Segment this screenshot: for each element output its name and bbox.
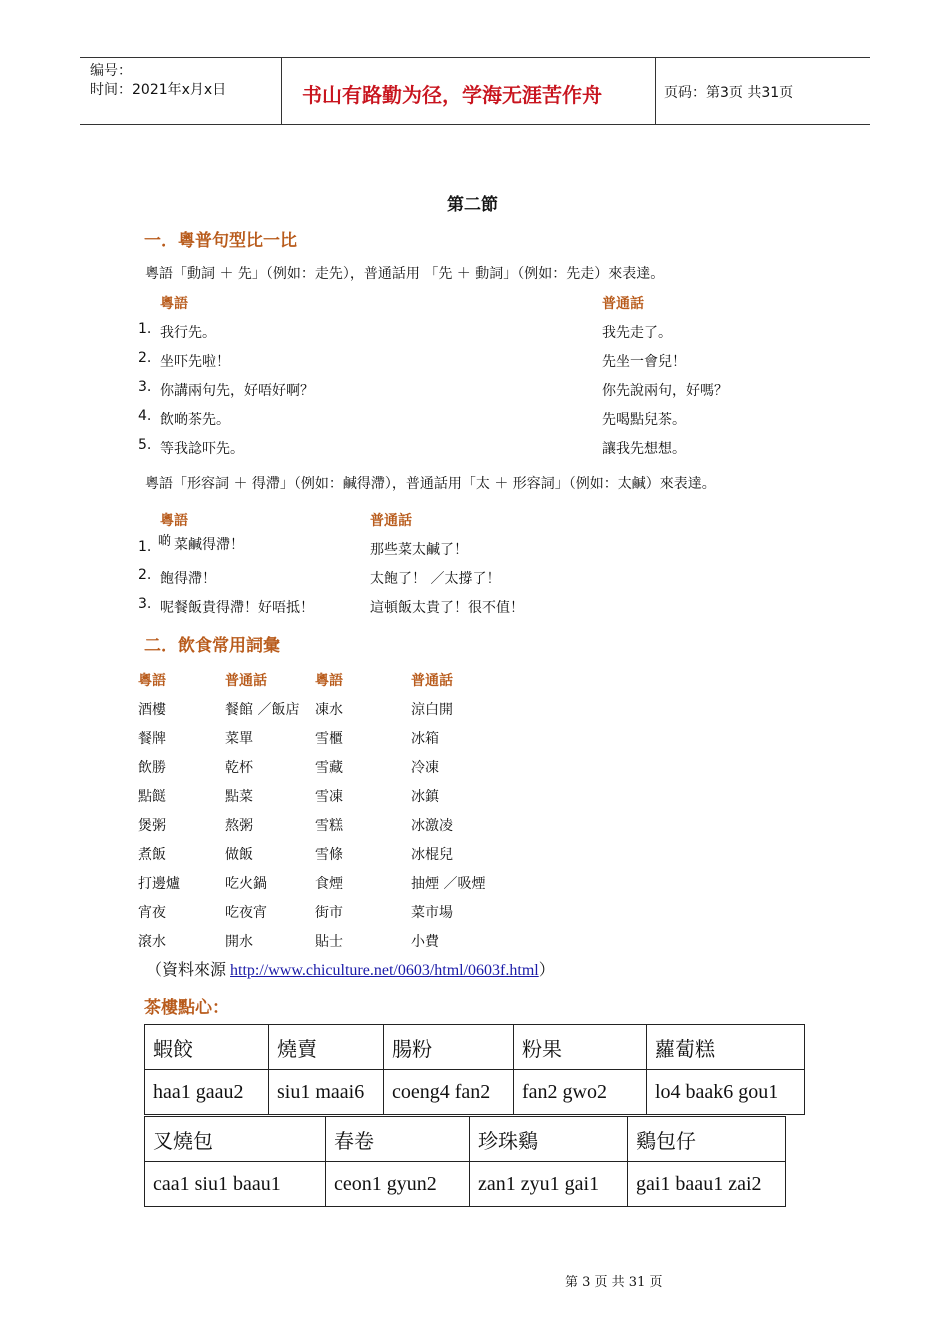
part1-col-mandarin-2: 普通話 <box>370 513 412 529</box>
header-number-label: 编号： <box>90 63 132 79</box>
dimsum-table-1 <box>144 1024 805 1115</box>
section-title: 第二節 <box>447 195 498 215</box>
vocab-cantonese: 貼士 <box>315 934 343 950</box>
source-link[interactable]: http://www.chiculture.net/0603/html/0603f.html <box>230 962 539 979</box>
vocab-cantonese: 打邊爐 <box>138 876 180 892</box>
cantonese-sup-char: 啲 <box>158 534 172 549</box>
dimsum-name: 珍珠鷄 <box>470 1117 628 1162</box>
vocab-cantonese: 煮飯 <box>138 847 166 863</box>
table-row <box>145 1162 786 1207</box>
row-number: 3. <box>138 596 152 612</box>
row-number: 3. <box>138 379 152 395</box>
dimsum-jyutping: siu1 maai6 <box>269 1070 384 1115</box>
dimsum-jyutping: coeng4 fan2 <box>384 1070 514 1115</box>
header-divider-left <box>281 57 282 124</box>
mandarin-sentence: 這頓飯太貴了！很不值！ <box>370 600 524 616</box>
vocab-mandarin: 點菜 <box>225 789 253 805</box>
vocab-mandarin: 抽煙 ／吸煙 <box>411 876 486 892</box>
row-number: 1. <box>138 321 152 337</box>
part1-intro-1: 粵語「動詞 ＋ 先」（例如：走先），普通話用 「先 ＋ 動詞」（例如：先走）來表達。 <box>145 266 665 282</box>
table-row <box>145 1070 805 1115</box>
vocab-cantonese: 雪糕 <box>315 818 343 834</box>
header-top-rule <box>80 57 870 58</box>
dimsum-name: 叉燒包 <box>145 1117 326 1162</box>
part1-col-mandarin-1: 普通話 <box>602 296 644 312</box>
part2-heading: 二．飲食常用詞彙 <box>144 636 280 656</box>
cantonese-sentence: 菜鹹得滯！ <box>174 537 244 553</box>
dimsum-jyutping: haa1 gaau2 <box>145 1070 269 1115</box>
cantonese-sentence: 呢餐飯貴得滯！好唔抵！ <box>160 600 314 616</box>
vocab-cantonese: 街市 <box>315 905 343 921</box>
vocab-cantonese: 餐牌 <box>138 731 166 747</box>
vocab-cantonese: 點餸 <box>138 789 166 805</box>
vocab-mandarin: 吃夜宵 <box>225 905 267 921</box>
cantonese-sentence: 等我諗吓先。 <box>160 441 244 457</box>
mandarin-sentence: 你先說兩句，好嗎？ <box>602 383 728 399</box>
vocab-cantonese: 煲粥 <box>138 818 166 834</box>
dimsum-name: 蝦餃 <box>145 1025 269 1070</box>
vocab-header-mandarin-1: 普通話 <box>225 673 267 689</box>
source-suffix: ） <box>538 962 555 979</box>
cantonese-sentence: 你講兩句先，好唔好啊？ <box>160 383 314 399</box>
mandarin-sentence: 先坐一會兒！ <box>602 354 686 370</box>
header-time-label: 时间：2021年x月x日 <box>90 82 227 98</box>
row-number: 4. <box>138 408 152 424</box>
dimsum-jyutping: caa1 siu1 baau1 <box>145 1162 326 1207</box>
dimsum-jyutping: gai1 baau1 zai2 <box>628 1162 786 1207</box>
vocab-mandarin: 冰鎮 <box>411 789 439 805</box>
vocab-header-cantonese-2: 粵語 <box>315 673 343 689</box>
vocab-cantonese: 雪櫃 <box>315 731 343 747</box>
source-citation <box>146 957 555 980</box>
dimsum-jyutping: ceon1 gyun2 <box>326 1162 470 1207</box>
vocab-mandarin: 冷凍 <box>411 760 439 776</box>
row-number: 5. <box>138 437 152 453</box>
part1-heading: 一．粵普句型比一比 <box>144 231 297 251</box>
vocab-cantonese: 雪藏 <box>315 760 343 776</box>
part1-intro-2: 粵語「形容詞 ＋ 得滯」（例如：鹹得滯），普通話用「太 ＋ 形容詞」（例如：太鹹）來表達。 <box>145 476 716 492</box>
source-prefix: （資料來源 <box>146 962 231 979</box>
dimsum-name: 腸粉 <box>384 1025 514 1070</box>
row-number: 1. <box>138 539 152 555</box>
cantonese-sentence: 飲啲茶先。 <box>160 412 230 428</box>
header-divider-right <box>655 57 656 124</box>
vocab-mandarin: 開水 <box>225 934 253 950</box>
vocab-cantonese: 食煙 <box>315 876 343 892</box>
part1-col-cantonese-2: 粵語 <box>160 513 188 529</box>
row-number: 2. <box>138 350 152 366</box>
vocab-mandarin: 乾杯 <box>225 760 253 776</box>
cantonese-sentence: 坐吓先啦！ <box>160 354 230 370</box>
dimsum-name: 鷄包仔 <box>628 1117 786 1162</box>
vocab-mandarin: 吃火鍋 <box>225 876 267 892</box>
cantonese-sentence: 我行先。 <box>160 325 216 341</box>
vocab-cantonese: 雪凍 <box>315 789 343 805</box>
vocab-header-cantonese-1: 粵語 <box>138 673 166 689</box>
dimsum-name: 蘿蔔糕 <box>647 1025 805 1070</box>
vocab-cantonese: 飲勝 <box>138 760 166 776</box>
vocab-mandarin: 小費 <box>411 934 439 950</box>
vocab-mandarin: 冰棍兒 <box>411 847 453 863</box>
vocab-mandarin: 冰箱 <box>411 731 439 747</box>
table-row <box>145 1117 786 1162</box>
vocab-cantonese: 滾水 <box>138 934 166 950</box>
mandarin-sentence: 讓我先想想。 <box>602 441 686 457</box>
dimsum-name: 粉果 <box>514 1025 647 1070</box>
dimsum-jyutping: lo4 baak6 gou1 <box>647 1070 805 1115</box>
vocab-mandarin: 熬粥 <box>225 818 253 834</box>
row-number: 2. <box>138 567 152 583</box>
mandarin-sentence: 太飽了！ ／太撐了！ <box>370 571 501 587</box>
dimsum-jyutping: zan1 zyu1 gai1 <box>470 1162 628 1207</box>
vocab-cantonese: 酒樓 <box>138 702 166 718</box>
dimsum-name: 春卷 <box>326 1117 470 1162</box>
dimsum-jyutping: fan2 gwo2 <box>514 1070 647 1115</box>
vocab-cantonese: 雪條 <box>315 847 343 863</box>
page-footer: 第 3 页 共 31 页 <box>565 1275 663 1290</box>
vocab-mandarin: 菜市場 <box>411 905 453 921</box>
mandarin-sentence: 我先走了。 <box>602 325 672 341</box>
header-bottom-rule <box>80 124 870 125</box>
table-row <box>145 1025 805 1070</box>
vocab-cantonese: 宵夜 <box>138 905 166 921</box>
dimsum-name: 燒賣 <box>269 1025 384 1070</box>
vocab-header-mandarin-2: 普通話 <box>411 673 453 689</box>
header-page-info: 页码：第3页 共31页 <box>664 85 794 101</box>
vocab-mandarin: 涼白開 <box>411 702 453 718</box>
cantonese-sentence: 飽得滯！ <box>160 571 216 587</box>
header-slogan: 书山有路勤为径，学海无涯苦作舟 <box>302 83 602 107</box>
dimsum-heading: 茶樓點心： <box>144 998 229 1018</box>
vocab-mandarin: 菜單 <box>225 731 253 747</box>
vocab-mandarin: 冰激凌 <box>411 818 453 834</box>
mandarin-sentence: 先喝點兒茶。 <box>602 412 686 428</box>
part1-col-cantonese-1: 粵語 <box>160 296 188 312</box>
vocab-cantonese: 凍水 <box>315 702 343 718</box>
vocab-mandarin: 餐館 ／飯店 <box>225 702 300 718</box>
dimsum-table-2 <box>144 1116 786 1207</box>
vocab-mandarin: 做飯 <box>225 847 253 863</box>
mandarin-sentence: 那些菜太鹹了！ <box>370 542 468 558</box>
